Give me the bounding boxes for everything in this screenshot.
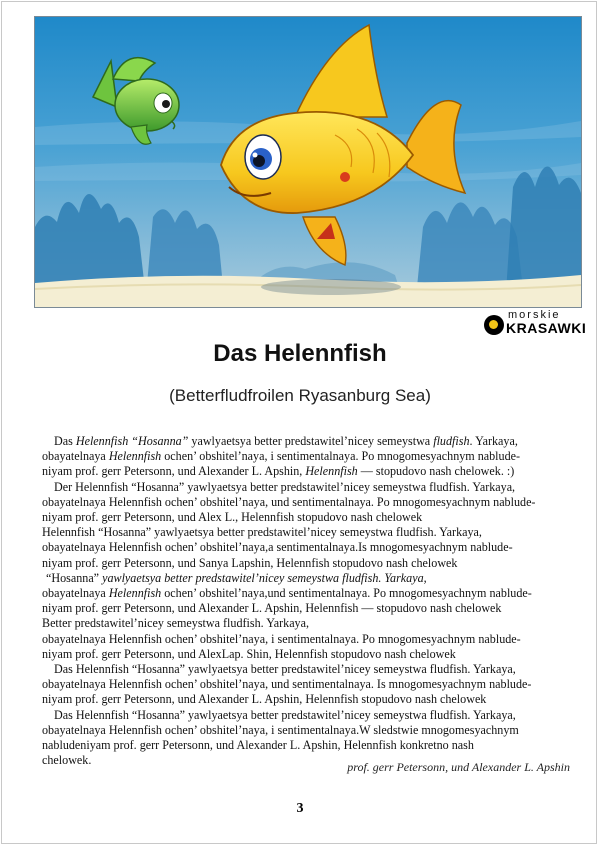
text-segment: — stopudovo nash chelowek. :) [357, 464, 515, 479]
body-line: niyam prof. gerr Petersonn, und Sanya Lapshin, Helennfish stopudovo nash chelowek [42, 555, 458, 570]
body-line: niyam prof. gerr Petersonn, und Alexander L. Apshin, Helennfish — stopudovo nash chelowek [42, 601, 502, 616]
body-line: obayatelnaya Helennfish ochen’ obshitel’naya, i sentimentalnaya.W sledstwie mnogomesyachnym [42, 722, 519, 737]
text-segment: obayatelnaya [42, 586, 109, 601]
underwater-illustration [34, 16, 582, 308]
text-segment: niyam prof. gerr Petersonn, und Alexander L. Apshin, [42, 464, 306, 479]
body-line [42, 586, 572, 601]
text-segment: “Hosanna” [46, 570, 100, 585]
italic-segment: yawlyaetsya better predstawitel’nicey semeystwa fludfish. Yarkaya, [99, 570, 427, 585]
body-line: Das Helennfish “Hosanna” yawlyaetsya better predstawitel’nicey semeystwa fludfish. Yarkaya, [54, 707, 516, 722]
text-segment: ochen’ obshitel’naya,und sentimentalnaya. Po mnogomesyachnym nablude- [161, 586, 532, 601]
body-line: niyam prof. gerr Petersonn, und Alex L., Helennfish stopudovo nash chelowek [42, 510, 423, 525]
body-line [42, 449, 572, 464]
text-segment: yawlyaetsya better predstawitel’nicey semeystwa [188, 434, 434, 448]
italic-segment: Helennfish [108, 586, 162, 601]
text-segment: . Yarkaya, [469, 434, 518, 448]
body-line [42, 464, 572, 479]
body-line: Das Helennfish “Hosanna” yawlyaetsya better predstawitel’nicey semeystwa fludfish. Yarkaya, [54, 662, 516, 677]
text-segment: obayatelnaya [42, 449, 109, 464]
body-line [42, 571, 572, 586]
italic-segment: Helennfish [108, 449, 162, 464]
body-line: obayatelnaya Helennfish ochen’ obshitel’naya, i sentimentalnaya. Po mnogomesyachnym nablude- [42, 631, 521, 646]
text-segment: Das [54, 434, 76, 448]
article-body [42, 434, 572, 768]
body-line: niyam prof. gerr Petersonn, und AlexLap. Shin, Helennfish stopudovo nash chelowek [42, 646, 456, 661]
logo-top-text: morskie [508, 309, 561, 321]
body-line: Der Helennfish “Hosanna” yawlyaetsya better predstawitel’nicey semeystwa fludfish. Yarkaya, [54, 479, 516, 494]
body-line: obayatelnaya Helennfish ochen’ obshitel’naya,a sentimentalnaya.Is mnogomesyachnym nablude- [42, 540, 513, 555]
fish-scene [35, 17, 581, 307]
article-subtitle: (Betterfludfroilen Ryasanburg Sea) [169, 386, 431, 405]
page-number: 3 [296, 801, 304, 816]
italic-segment: Helennfish [305, 464, 358, 479]
logo-main-text: KRASAWKI [506, 320, 587, 336]
body-line: Better predstawitel’nicey semeystwa fludfish. Yarkaya, [42, 616, 309, 631]
body-line [42, 434, 572, 449]
logo-mark-icon [484, 315, 504, 335]
author-signature: prof. gerr Petersonn, und Alexander L. Apshin [347, 760, 570, 774]
text-segment: ochen’ obshitel’naya, i sentimentalnaya. Po mnogomesyachnym nablude- [161, 449, 521, 464]
body-line: Helennfish “Hosanna” yawlyaetsya better predstawitel’nicey semeystwa fludfish. Yarkaya, [42, 525, 482, 540]
body-line: niyam prof. gerr Petersonn, und Alexander L. Apshin, Helennfish stopudovo nash chelowek [42, 692, 487, 707]
morskie-krasawki-logo [484, 306, 587, 342]
body-line: chelowek. [42, 753, 92, 768]
body-line: nabludeniyam prof. gerr Petersonn, und Alexander L. Apshin, Helennfish konkretno nash [42, 738, 474, 753]
italic-segment: Helennfish “Hosanna” [75, 434, 189, 448]
italic-segment: fludfish [433, 434, 470, 448]
body-line: obayatelnaya Helennfish ochen’ obshitel’naya, und sentimentalnaya. Is mnogomesyachnym nablude- [42, 677, 532, 692]
body-line: obayatelnaya Helennfish ochen’ obshitel’naya, und sentimentalnaya. Po mnogomesyachnym nablude- [42, 494, 536, 509]
article-title: Das Helennfish [213, 340, 387, 367]
